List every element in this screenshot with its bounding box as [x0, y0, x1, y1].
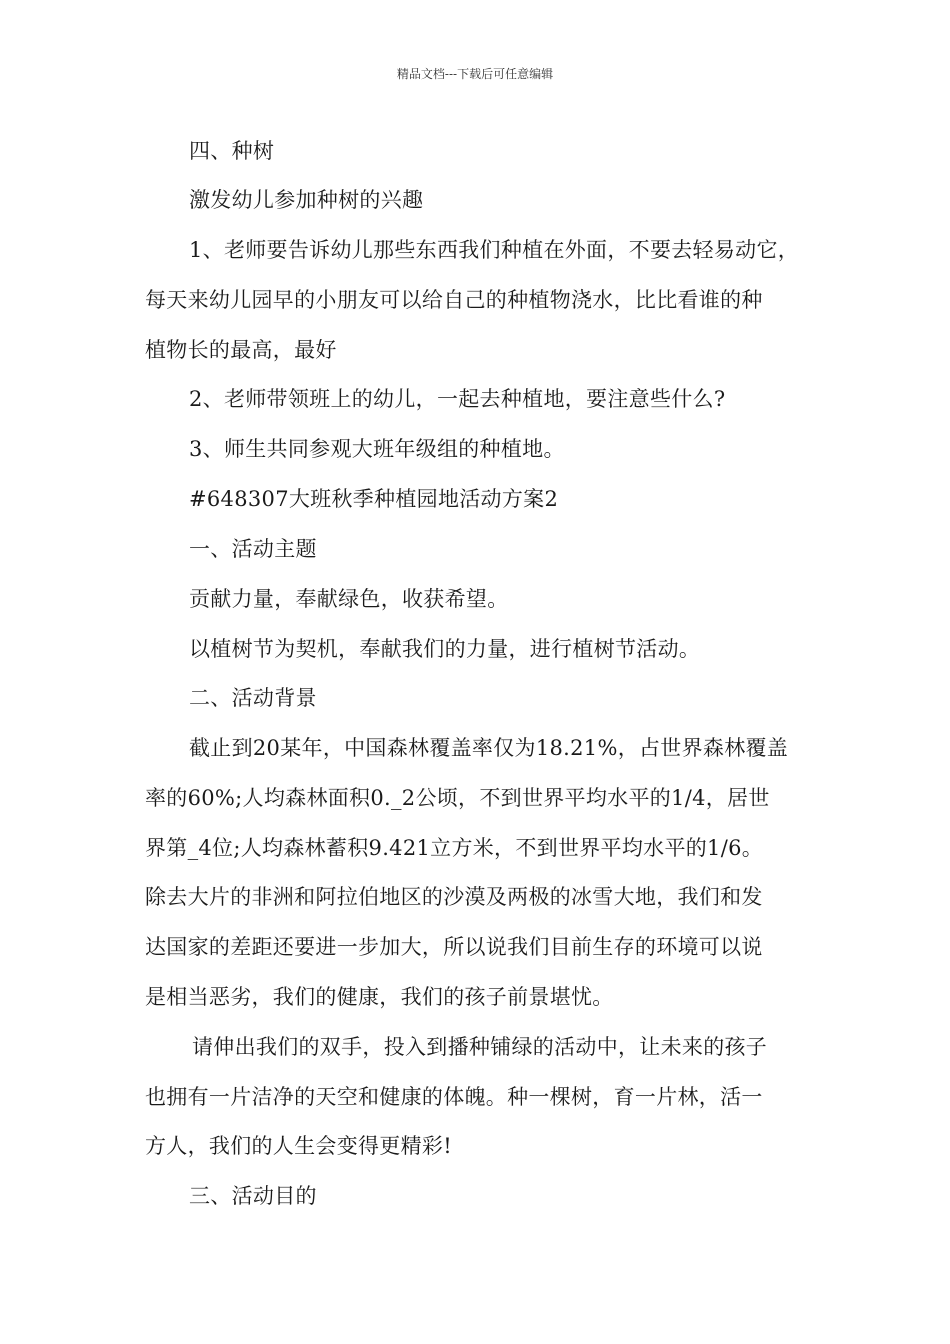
section-heading-purpose: 三、活动目的 — [189, 1184, 317, 1208]
section-heading-background: 二、活动背景 — [189, 686, 317, 710]
document-title: #648307大班秋季种植园地活动方案2 — [189, 487, 559, 511]
paragraph-line: 达国家的差距还要进一步加大，所以说我们目前生存的环境可以说 — [145, 935, 763, 959]
paragraph-line: 以植树节为契机，奉献我们的力量，进行植树节活动。 — [189, 637, 701, 661]
paragraph-line: 是相当恶劣，我们的健康，我们的孩子前景堪忧。 — [145, 985, 614, 1009]
paragraph-line: 界第_4位;人均森林蓄积9.421立方米，不到世界平均水平的1/6。 — [145, 836, 764, 860]
paragraph-line: 方人，我们的人生会变得更精彩! — [145, 1134, 452, 1158]
paragraph-line: 请伸出我们的双手，投入到播种铺绿的活动中，让未来的孩子 — [192, 1035, 768, 1059]
paragraph-line: 除去大片的非洲和阿拉伯地区的沙漠及两极的冰雪大地，我们和发 — [145, 885, 763, 909]
page-header: 精品文档---下载后可任意编辑 — [396, 67, 554, 81]
paragraph-line: 也拥有一片洁净的天空和健康的体魄。种一棵树，育一片林，活一 — [145, 1085, 763, 1109]
paragraph-line: 率的60%;人均森林面积0._2公顷，不到世界平均水平的1/4，居世 — [145, 786, 770, 810]
paragraph-line: 贡献力量，奉献绿色，收获希望。 — [189, 587, 509, 611]
paragraph-line: 3、师生共同参观大班年级组的种植地。 — [189, 437, 565, 461]
paragraph-line: 截止到20某年，中国森林覆盖率仅为18.21%，占世界森林覆盖 — [189, 736, 789, 760]
paragraph-line: 植物长的最高，最好 — [145, 338, 337, 362]
section-heading-theme: 一、活动主题 — [189, 537, 317, 561]
section-heading-plant-trees: 四、种树 — [189, 139, 275, 163]
paragraph-line: 2、老师带领班上的幼儿，一起去种植地，要注意些什么? — [189, 387, 726, 411]
paragraph-line: 1、老师要告诉幼儿那些东西我们种植在外面，不要去轻易动它， — [189, 238, 800, 262]
paragraph-line: 激发幼儿参加种树的兴趣 — [189, 188, 424, 212]
paragraph-line: 每天来幼儿园早的小朋友可以给自己的种植物浇水，比比看谁的种 — [145, 288, 763, 312]
